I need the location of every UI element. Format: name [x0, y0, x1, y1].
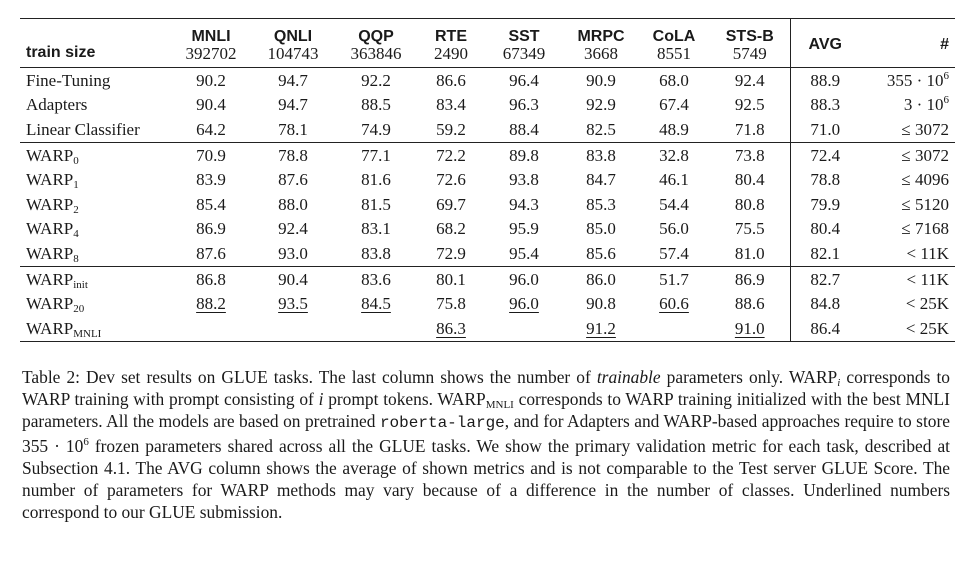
- score-cell: 90.8: [586, 294, 616, 314]
- score-cell: 87.6: [196, 243, 226, 263]
- score-cell: 89.8: [509, 145, 539, 165]
- score-cell: 95.9: [509, 219, 539, 239]
- score-cell: 96.0: [509, 269, 539, 289]
- score-cell: 51.7: [659, 269, 689, 289]
- avg-cell: 86.4: [790, 316, 860, 341]
- score-cell: 82.5: [586, 119, 616, 139]
- avg-cell: 82.7: [790, 266, 860, 291]
- score-cell: 78.8: [278, 145, 308, 165]
- score-cell: 90.2: [196, 70, 226, 90]
- avg-cell: 88.3: [790, 93, 860, 118]
- score-cell: 88.0: [278, 194, 308, 214]
- score-cell: 75.5: [734, 219, 765, 239]
- score-cell: 93.8: [509, 170, 539, 190]
- score-cell: 96.4: [509, 70, 539, 90]
- table-row: [20, 117, 955, 142]
- score-cell: 83.8: [361, 243, 391, 263]
- header-blank: [20, 19, 170, 46]
- score-cell: 86.8: [196, 269, 226, 289]
- params-cell: $3 \cdot 10^6$: [903, 94, 949, 115]
- score-cell: 95.4: [509, 243, 539, 263]
- score-cell: 86.9: [196, 219, 226, 239]
- score-cell: [252, 316, 334, 341]
- score-cell: 59.2: [436, 119, 466, 139]
- task-header: RTE: [435, 28, 467, 45]
- method-name: $WARP_1$: [26, 170, 79, 192]
- table-row: [20, 93, 955, 118]
- score-cell: 77.1: [361, 145, 391, 165]
- method-name: $WARP_0$: [26, 145, 79, 167]
- score-cell: 81.6: [361, 170, 391, 190]
- avg-cell: 84.8: [790, 291, 860, 316]
- table-row: [20, 266, 955, 291]
- train-size-value: 67349: [502, 44, 546, 63]
- score-cell: 90.4: [278, 269, 308, 289]
- score-cell: 86.3: [436, 318, 466, 338]
- method-name: Linear Classifier: [26, 119, 140, 139]
- score-cell: 80.4: [734, 170, 765, 190]
- train-size-value: 104743: [267, 44, 319, 63]
- score-cell: 75.8: [436, 294, 466, 314]
- score-cell: 83.8: [586, 145, 616, 165]
- params-cell: ≤ 4096: [901, 170, 949, 190]
- score-cell: 85.0: [586, 219, 616, 239]
- score-cell: 71.8: [734, 119, 765, 139]
- avg-cell: 78.8: [790, 167, 860, 192]
- avg-cell: 80.4: [790, 217, 860, 242]
- results-body: [20, 68, 955, 342]
- score-cell: 74.9: [361, 119, 391, 139]
- task-header: MRPC: [577, 28, 625, 45]
- score-cell: 94.3: [509, 194, 539, 214]
- score-cell: 90.9: [586, 70, 616, 90]
- score-cell: 83.9: [196, 170, 226, 190]
- score-cell: 92.4: [278, 219, 308, 239]
- caption-text: Table 2: Dev set results on GLUE tasks. The last column shows the number of trainable parameters only. $WARP_i$ corresponds to WARP training with prompt consisting of i prompt tokens. $WARP_{MNLI}$ corresponds to WARP training initialized with the best MNLI parameters. All the models are based on pretrained roberta-large, and for Adapters and WARP-based approaches require to store $355 \cdot 10^6$ frozen parameters shared across all the GLUE tasks. We show the primary validation metric for each task, described at Subsection 4.1. The AVG column shows the average of shown metrics and is not comparable to the Test server GLUE Score. The number of parameters for WARP methods may vary because of a difference in the number of classes. Underlined numbers correspond to our GLUE submission.: [22, 367, 951, 523]
- method-name: $WARP_{20}$: [26, 294, 85, 316]
- score-cell: 94.7: [278, 70, 308, 90]
- method-name: $WARP_8$: [26, 243, 79, 265]
- score-cell: 72.9: [436, 243, 466, 263]
- score-cell: 81.5: [361, 194, 391, 214]
- score-cell: 88.6: [734, 294, 765, 314]
- params-cell: < 11K: [906, 269, 949, 289]
- score-cell: 84.5: [361, 294, 391, 314]
- score-cell: 90.4: [196, 95, 226, 115]
- score-cell: 78.1: [278, 119, 308, 139]
- score-cell: 83.4: [436, 95, 466, 115]
- score-cell: 94.7: [278, 95, 308, 115]
- score-cell: 91.2: [586, 318, 616, 338]
- table-row: [20, 291, 955, 316]
- score-cell: 85.6: [586, 243, 616, 263]
- table-row: [20, 142, 955, 167]
- params-cell: < 11K: [906, 243, 949, 263]
- avg-cell: 79.9: [790, 192, 860, 217]
- avg-cell: 71.0: [790, 117, 860, 142]
- table-row: [20, 68, 955, 93]
- score-cell: 32.8: [659, 145, 689, 165]
- score-cell: 80.1: [436, 269, 466, 289]
- params-cell: < 25K: [905, 294, 949, 314]
- score-cell: 73.8: [734, 145, 765, 165]
- score-cell: 85.3: [586, 194, 616, 214]
- score-cell: 54.4: [659, 194, 689, 214]
- table-row: [20, 316, 955, 341]
- params-cell: ≤ 7168: [901, 219, 949, 239]
- score-cell: 46.1: [659, 170, 689, 190]
- score-cell: [638, 316, 710, 341]
- score-cell: [334, 316, 418, 341]
- avg-cell: 82.1: [790, 241, 860, 266]
- score-cell: 70.9: [196, 145, 226, 165]
- score-cell: 85.4: [196, 194, 226, 214]
- params-cell: ≤ 3072: [901, 145, 949, 165]
- score-cell: 83.1: [361, 219, 391, 239]
- method-name: Fine-Tuning: [26, 70, 111, 90]
- params-cell: < 25K: [905, 318, 949, 338]
- method-name: $WARP_{MNLI}$: [26, 318, 102, 340]
- task-header: MNLI: [191, 28, 231, 45]
- method-name: Adapters: [26, 95, 88, 115]
- score-cell: 48.9: [659, 119, 689, 139]
- train-size-value: 363846: [350, 44, 402, 63]
- score-cell: 86.0: [586, 269, 616, 289]
- score-cell: 68.2: [436, 219, 466, 239]
- score-cell: [484, 316, 564, 341]
- task-header: QNLI: [273, 28, 313, 45]
- params-header: #: [940, 36, 949, 53]
- table-row: [20, 167, 955, 192]
- score-cell: 92.2: [361, 70, 391, 90]
- params-cell: ≤ 5120: [901, 194, 949, 214]
- task-header: QQP: [358, 28, 394, 45]
- method-name: $WARP_4$: [26, 219, 79, 241]
- table-row: [20, 241, 955, 266]
- avg-header: AVG: [790, 19, 860, 68]
- task-header: SST: [508, 28, 540, 45]
- task-header: STS-B: [725, 28, 774, 45]
- score-cell: 96.3: [509, 95, 539, 115]
- table-row: [20, 217, 955, 242]
- header-task-row: [20, 19, 955, 46]
- table-row: [20, 192, 955, 217]
- score-cell: 88.5: [361, 95, 391, 115]
- params-cell: ≤ 3072: [901, 119, 949, 139]
- score-cell: 56.0: [659, 219, 689, 239]
- score-cell: 84.7: [586, 170, 616, 190]
- train-size-value: 392702: [185, 44, 237, 63]
- train-size-value: 3668: [584, 44, 618, 63]
- score-cell: 68.0: [659, 70, 689, 90]
- score-cell: 88.4: [509, 119, 539, 139]
- results-table: [20, 18, 955, 342]
- train-size-value: 8551: [657, 44, 691, 63]
- score-cell: 92.5: [734, 95, 765, 115]
- score-cell: [170, 316, 252, 341]
- score-cell: 87.6: [278, 170, 308, 190]
- score-cell: 57.4: [659, 243, 689, 263]
- score-cell: 86.9: [734, 269, 765, 289]
- score-cell: 80.8: [734, 194, 765, 214]
- score-cell: 69.7: [436, 194, 466, 214]
- avg-cell: 88.9: [790, 68, 860, 93]
- avg-cell: 72.4: [790, 142, 860, 167]
- score-cell: 67.4: [659, 95, 689, 115]
- params-cell: $355 \cdot 10^6$: [886, 69, 949, 90]
- score-cell: 88.2: [196, 294, 226, 314]
- score-cell: 72.2: [436, 145, 466, 165]
- task-header: CoLA: [652, 28, 696, 45]
- score-cell: 93.0: [278, 243, 308, 263]
- score-cell: 92.4: [734, 70, 765, 90]
- score-cell: 92.9: [586, 95, 616, 115]
- train-size-label: train size: [26, 44, 96, 61]
- method-name: $WARP_{init}$: [26, 269, 88, 291]
- score-cell: 96.0: [509, 294, 539, 314]
- score-cell: 64.2: [196, 119, 226, 139]
- score-cell: 83.6: [361, 269, 391, 289]
- score-cell: 72.6: [436, 170, 466, 190]
- score-cell: 91.0: [734, 318, 765, 338]
- score-cell: 86.6: [436, 70, 466, 90]
- score-cell: 60.6: [659, 294, 689, 314]
- table-caption: [22, 366, 950, 523]
- score-cell: 81.0: [734, 243, 765, 263]
- method-name: $WARP_2$: [26, 194, 79, 216]
- train-size-value: 5749: [732, 44, 767, 63]
- train-size-value: 2490: [434, 44, 468, 63]
- score-cell: 93.5: [278, 294, 308, 314]
